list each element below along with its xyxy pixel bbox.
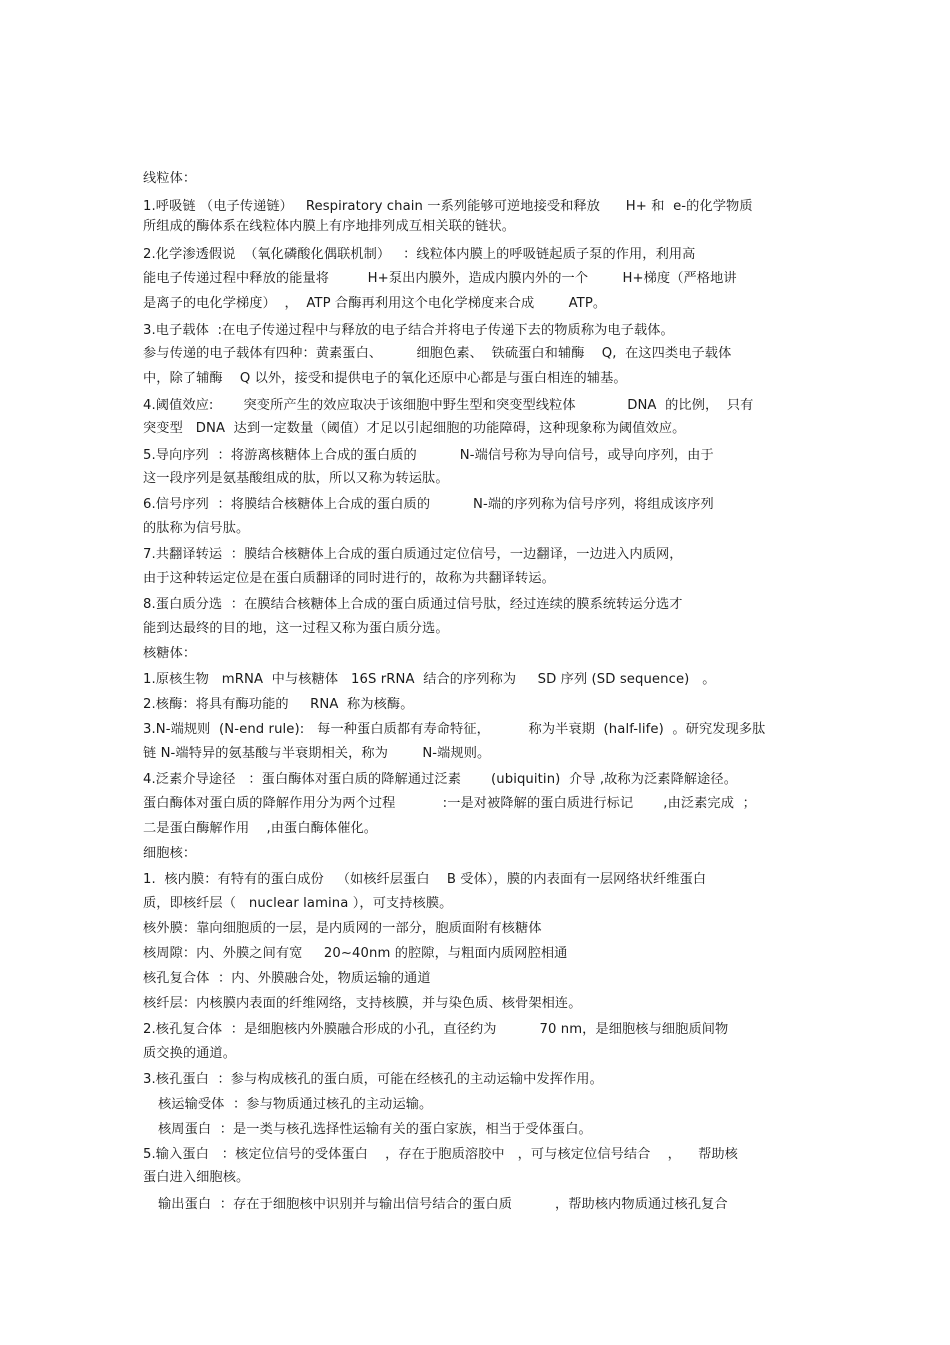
text-line: 能电子传递过程中释放的能量将 H+泵出内膜外，造成内膜内外的一个 H+梯度（严格地讲 (143, 271, 737, 286)
text-line: 1.原核生物 mRNA 中与核糖体 16S rRNA 结合的序列称为 SD 序列 (SD sequence) 。 (143, 672, 716, 687)
text-line: 质交换的通道。 (143, 1046, 237, 1061)
text-line: 二是蛋白酶解作用 ,由蛋白酶体催化。 (143, 821, 378, 836)
text-line: 5.导向序列 ：将游离核糖体上合成的蛋白质的 N-端信号称为导向信号，或导向序列，由于 (143, 448, 714, 463)
text-line: 2.化学渗透假说 （氧化磷酸化偶联机制） ：线粒体内膜上的呼吸链起质子泵的作用，利用高 (143, 247, 696, 262)
text-line: 核周蛋白 ：是一类与核孔选择性运输有关的蛋白家族，相当于受体蛋白。 (158, 1122, 592, 1137)
text-line: 1.呼吸链 （电子传递链） Respiratory chain 一系列能够可逆地接受和释放 H+ 和 e-的化学物质 (143, 199, 753, 214)
text-line: 核运输受体 ：参与物质通过核孔的主动运输。 (158, 1097, 433, 1112)
section-heading-nucleus: 细胞核： (143, 846, 197, 861)
text-line: 7.共翻译转运 ：膜结合核糖体上合成的蛋白质通过定位信号，一边翻译，一边进入内质网， (143, 547, 683, 562)
section-heading-ribosome: 核糖体： (143, 646, 197, 661)
section-heading-mitochondria: 线粒体： (143, 171, 197, 186)
text-line: 的肽称为信号肽。 (143, 521, 250, 536)
text-line: 2.核酶：将具有酶功能的 RNA 称为核酶。 (143, 697, 414, 712)
text-line: 3.电子载体 :在电子传递过程中与释放的电子结合并将电子传递下去的物质称为电子载体。 (143, 323, 674, 338)
text-line: 4.泛素介导途径 ：蛋白酶体对蛋白质的降解通过泛素 (ubiquitin) 介导 ,故称为泛素降解途径。 (143, 772, 738, 787)
text-line: 8.蛋白质分选 ：在膜结合核糖体上合成的蛋白质通过信号肽，经过连续的膜系统转运分选才 (143, 597, 683, 612)
text-line: 核孔复合体 ：内、外膜融合处，物质运输的通道 (143, 971, 431, 986)
text-line: 核纤层：内核膜内表面的纤维网络，支持核膜，并与染色质、核骨架相连。 (143, 996, 582, 1011)
text-line: 由于这种转运定位是在蛋白质翻译的同时进行的，故称为共翻译转运。 (143, 571, 555, 586)
text-line: 3.N-端规则 (N-end rule): 每一种蛋白质都有寿命特征， 称为半衰期 (half-life) 。研究发现多肽 (143, 722, 766, 737)
text-line: 能到达最终的目的地，这一过程又称为蛋白质分选。 (143, 621, 449, 636)
text-line: 核外膜：靠向细胞质的一层，是内质网的一部分，胞质面附有核糖体 (143, 921, 542, 936)
text-line: 中，除了辅酶 Q 以外，接受和提供电子的氧化还原中心都是与蛋白相连的辅基。 (143, 371, 627, 386)
text-line: 链 N-端特异的氨基酸与半衰期相关，称为 N-端规则。 (143, 746, 491, 761)
text-line: 是离子的电化学梯度） ， ATP 合酶再利用这个电化学梯度来合成 ATP。 (143, 296, 607, 311)
text-line: 3.核孔蛋白 ：参与构成核孔的蛋白质，可能在经核孔的主动运输中发挥作用。 (143, 1072, 603, 1087)
text-line: 5.输入蛋白 ：核定位信号的受体蛋白 ，存在于胞质溶胶中 ，可与核定位信号结合 ， 帮助核 (143, 1147, 738, 1162)
text-line: 蛋白进入细胞核。 (143, 1170, 250, 1185)
text-line: 这一段序列是氨基酸组成的肽，所以又称为转运肽。 (143, 471, 449, 486)
text-line: 核周隙：内、外膜之间有宽 20~40nm 的腔隙，与粗面内质网腔相通 (143, 946, 568, 961)
text-line: 6.信号序列 ：将膜结合核糖体上合成的蛋白质的 N-端的序列称为信号序列，将组成该序列 (143, 497, 714, 512)
text-line: 参与传递的电子载体有四种：黄素蛋白、 细胞色素、 铁硫蛋白和辅酶 Q, 在这四类电子载体 (143, 346, 732, 361)
text-line: 所组成的酶体系在线粒体内膜上有序地排列成互相关联的链状。 (143, 219, 516, 234)
text-line: 1. 核内膜：有特有的蛋白成份 （如核纤层蛋白 B 受体），膜的内表面有一层网络状纤维蛋白 (143, 872, 707, 887)
text-line: 质，即核纤层（ nuclear lamina ），可支持核膜。 (143, 896, 453, 911)
text-line: 蛋白酶体对蛋白质的降解作用分为两个过程 :一是对被降解的蛋白质进行标记 ,由泛素完成 ； (143, 796, 756, 811)
text-line: 2.核孔复合体 ：是细胞核内外膜融合形成的小孔，直径约为 70 nm，是细胞核与细胞质间物 (143, 1022, 729, 1037)
text-line: 突变型 DNA 达到一定数量（阈值）才足以引起细胞的功能障碍，这种现象称为阈值效应。 (143, 421, 686, 436)
text-line: 4.阈值效应: 突变所产生的效应取决于该细胞中野生型和突变型线粒体 DNA 的比例， 只有 (143, 398, 754, 413)
text-line: 输出蛋白 ：存在于细胞核中识别并与输出信号结合的蛋白质 ，帮助核内物质通过核孔复合 (158, 1197, 728, 1212)
